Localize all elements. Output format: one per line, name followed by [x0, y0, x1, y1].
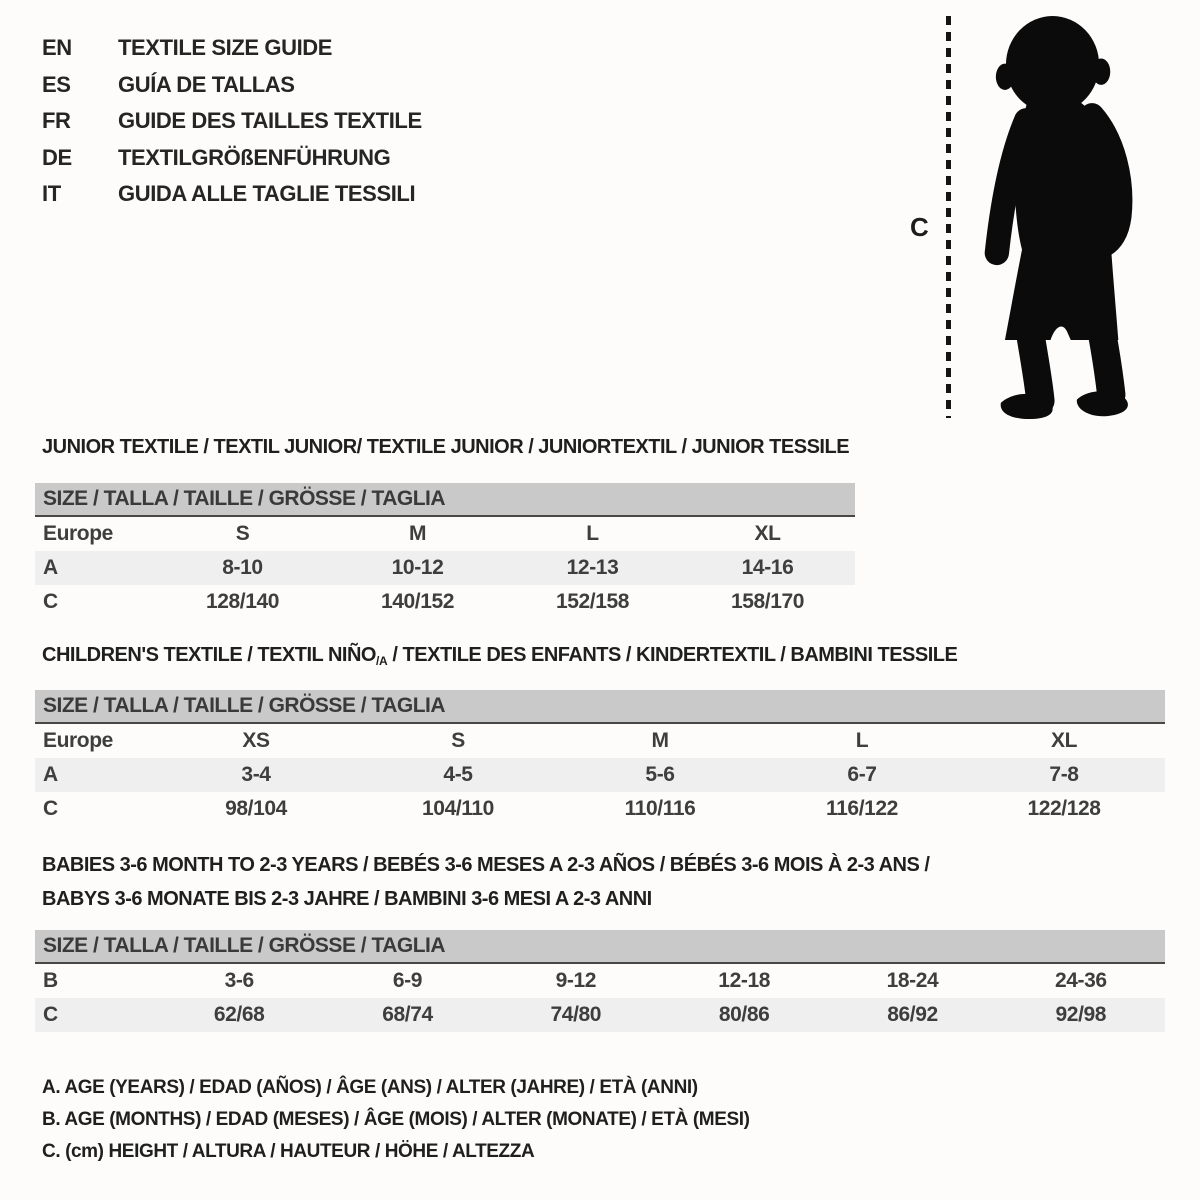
months-cell: 18-24 [886, 969, 939, 992]
size-cell: M [408, 522, 427, 545]
row-label: B [43, 969, 58, 992]
height-figure [900, 10, 1200, 425]
children-size-table [35, 690, 1165, 826]
months-cell: 24-36 [1054, 969, 1107, 992]
row-label: Europe [43, 729, 113, 752]
size-cell: M [651, 729, 669, 752]
height-cell: 128/140 [205, 590, 280, 613]
language-row-fr [42, 103, 422, 140]
children-row-height [35, 792, 1165, 826]
age-cell: 14-16 [741, 556, 794, 579]
height-cell: 152/158 [555, 590, 630, 613]
language-code: ES [42, 71, 71, 97]
junior-row-height [35, 585, 855, 619]
months-cell: 6-9 [392, 969, 423, 992]
months-cell: 9-12 [555, 969, 597, 992]
babies-size-table-header: SIZE / TALLA / TAILLE / GRÖSSE / TAGLIA [35, 930, 1165, 964]
junior-size-table [35, 483, 855, 619]
size-cell: S [451, 729, 465, 752]
age-cell: 7-8 [1049, 763, 1079, 786]
language-row-de [42, 140, 422, 177]
language-title-list [42, 30, 422, 213]
language-code: DE [42, 144, 72, 170]
children-title-prefix: CHILDREN'S TEXTILE / TEXTIL NIÑO [42, 644, 376, 666]
height-cell: 80/86 [718, 1003, 770, 1026]
language-row-it [42, 176, 422, 213]
language-code: FR [42, 108, 71, 133]
language-label: GUIDE DES TAILLES TEXTILE [118, 108, 422, 133]
row-label: A [43, 763, 58, 786]
age-cell: 12-13 [566, 556, 619, 579]
junior-row-europe [35, 517, 855, 551]
height-cell: 68/74 [382, 1003, 433, 1026]
junior-row-age [35, 551, 855, 585]
children-section-title [42, 644, 957, 668]
babies-size-table [35, 930, 1165, 1032]
language-label: TEXTILE SIZE GUIDE [118, 35, 333, 60]
measurement-legend [42, 1072, 750, 1168]
height-marker-dashed-line [946, 16, 951, 418]
age-cell: 5-6 [645, 763, 675, 786]
size-cell: L [855, 729, 869, 752]
height-cell: 86/92 [887, 1003, 938, 1026]
legend-line-age-months: B. AGE (MONTHS) / EDAD (MESES) / ÂGE (MOIS) / ALTER (MONATE) / ETÀ (MESI) [42, 1109, 750, 1130]
babies-title-line2: BABYS 3-6 MONATE BIS 2-3 JAHRE / BAMBINI 3-6 MESI A 2-3 ANNI [42, 888, 652, 910]
language-row-en [42, 30, 422, 67]
language-row-es [42, 67, 422, 104]
size-cell: S [235, 522, 250, 545]
height-cell: 62/68 [213, 1003, 265, 1026]
babies-title-line1: BABIES 3-6 MONTH TO 2-3 YEARS / BEBÉS 3-6 MESES A 2-3 AÑOS / BÉBÉS 3-6 MOIS À 2-3 ANS / [42, 854, 930, 876]
junior-section-title: JUNIOR TEXTILE / TEXTIL JUNIOR/ TEXTILE JUNIOR / JUNIORTEXTIL / JUNIOR TESSILE [42, 436, 850, 458]
row-label: A [43, 556, 58, 579]
legend-line-age-years: A. AGE (YEARS) / EDAD (AÑOS) / ÂGE (ANS) / ALTER (JAHRE) / ETÀ (ANNI) [42, 1077, 698, 1098]
height-cell: 104/110 [422, 797, 494, 820]
toddler-silhouette-icon [962, 14, 1137, 419]
row-label: C [43, 797, 58, 820]
height-cell: 140/152 [380, 590, 455, 613]
height-cell: 116/122 [826, 797, 898, 820]
age-cell: 6-7 [847, 763, 877, 786]
children-title-subscript: /A [375, 654, 388, 668]
height-cell: 92/98 [1055, 1003, 1107, 1026]
height-cell: 98/104 [225, 797, 287, 820]
babies-section-title [42, 848, 929, 916]
size-cell: XS [242, 729, 270, 752]
language-label: GUIDA ALLE TAGLIE TESSILI [118, 181, 416, 206]
children-size-table-header: SIZE / TALLA / TAILLE / GRÖSSE / TAGLIA [35, 690, 1165, 724]
babies-row-height [35, 998, 1165, 1032]
age-cell: 10-12 [391, 556, 444, 579]
children-row-europe [35, 724, 1165, 758]
size-cell: XL [1050, 729, 1078, 752]
children-row-age [35, 758, 1165, 792]
height-cell: 122/128 [1027, 797, 1101, 820]
height-cell: 74/80 [550, 1003, 602, 1026]
height-cell: 110/116 [624, 797, 696, 820]
height-marker-label: C [910, 212, 929, 242]
legend-line-height-cm: C. (cm) HEIGHT / ALTURA / HAUTEUR / HÖHE / ALTEZZA [42, 1141, 535, 1162]
language-label: TEXTILGRÖßENFÜHRUNG [118, 144, 391, 170]
babies-row-months [35, 964, 1165, 998]
age-cell: 4-5 [443, 763, 473, 786]
months-cell: 12-18 [718, 969, 771, 992]
row-label: Europe [43, 522, 113, 545]
language-code: EN [42, 35, 72, 60]
size-cell: XL [754, 522, 781, 545]
row-label: C [43, 1003, 58, 1026]
children-title-suffix: / TEXTILE DES ENFANTS / KINDERTEXTIL / BAMBINI TESSILE [387, 644, 958, 666]
language-code: IT [42, 181, 61, 206]
months-cell: 3-6 [224, 969, 254, 992]
language-label: GUÍA DE TALLAS [118, 71, 295, 97]
age-cell: 3-4 [241, 763, 271, 786]
age-cell: 8-10 [222, 556, 263, 579]
height-cell: 158/170 [730, 590, 805, 613]
row-label: C [43, 590, 58, 613]
junior-size-table-header: SIZE / TALLA / TAILLE / GRÖSSE / TAGLIA [35, 483, 855, 517]
size-cell: L [586, 522, 599, 545]
